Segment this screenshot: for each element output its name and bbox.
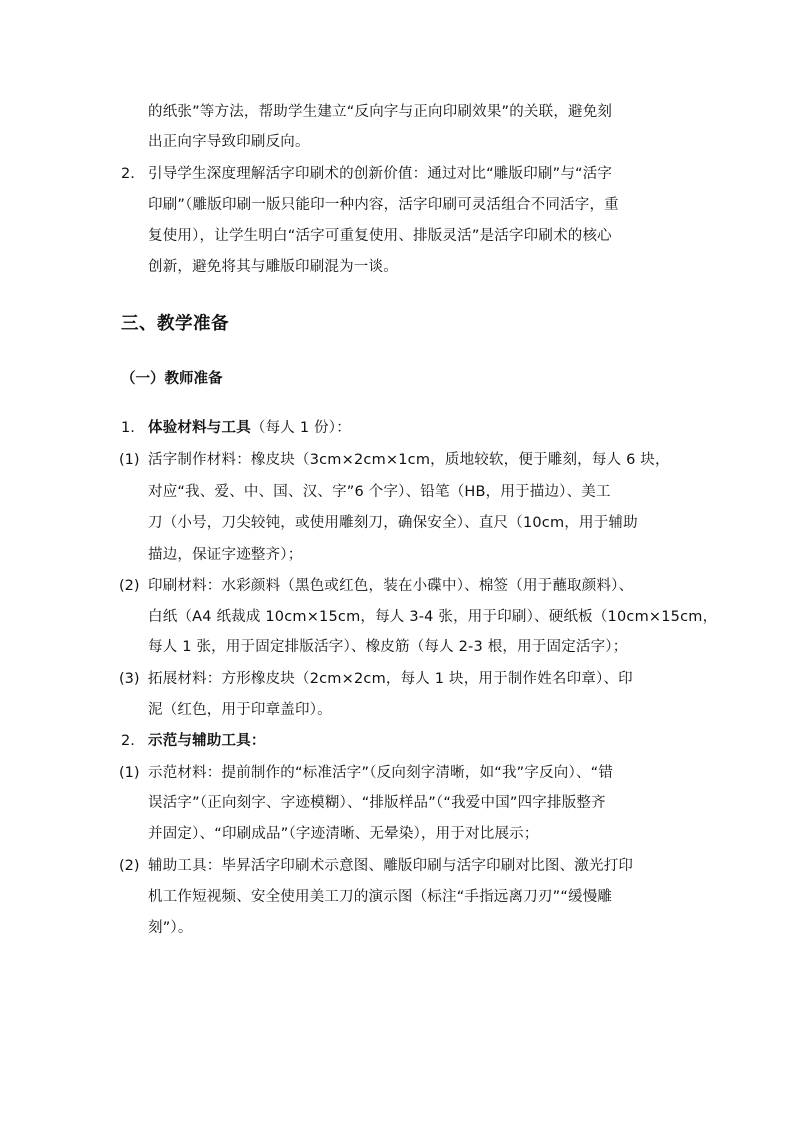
paragraph-line: 出正向字导致印刷反向。: [148, 134, 310, 150]
paragraph-line: 创新，避免将其与雕版印刷混为一谈。: [148, 259, 398, 275]
paragraph-line: 活字制作材料：橡皮块（3cm×2cm×1cm，质地较软，便于雕刻，每人 6 块，: [148, 452, 670, 468]
paragraph-line: 误活字”（正向刻字、字迹模糊）、“排版样品”（“我爱中国”四字排版整齐: [148, 795, 606, 811]
paragraph-line: 辅助工具：毕昇活字印刷术示意图、雕版印刷与活字印刷对比图、激光打印: [148, 858, 634, 874]
list-number: 2.: [121, 733, 135, 749]
paragraph-line: 每人 1 张，用于固定排版活字）、橡皮筋（每人 2-3 根，用于固定活字）；: [148, 639, 628, 655]
sublist-number: (2): [119, 578, 140, 594]
section-heading: 三、教学准备: [121, 314, 229, 334]
list-item-title: 体验材料与工具: [148, 420, 251, 436]
paragraph-line: 复使用），让学生明白“活字可重复使用、排版灵活”是活字印刷术的核心: [148, 228, 612, 244]
list-item-title: 示范与辅助工具：: [148, 733, 266, 749]
paragraph-line: 机工作短视频、安全使用美工刀的演示图（标注“手指远离刀刃”“缓慢雕: [148, 889, 613, 905]
paragraph-line: 印刷材料：水彩颜料（黑色或红色，装在小碟中）、棉签（用于蘸取颜料）、: [148, 578, 634, 594]
subsection-heading: （一）教师准备: [121, 371, 223, 387]
sublist-number: (2): [119, 858, 140, 874]
sublist-number: (1): [119, 452, 140, 468]
list-item-heading: [148, 417, 351, 439]
sublist-number: (3): [119, 671, 140, 687]
paragraph-line: 白纸（A4 纸裁成 10cm×15cm，每人 3-4 张，用于印刷）、硬纸板（10cm×15cm，: [148, 609, 718, 625]
list-item-note: （每人 1 份）：: [250, 420, 351, 436]
paragraph-line: 刀（小号，刀尖较钝，或使用雕刻刀，确保安全）、直尺（10cm，用于辅助: [148, 515, 638, 531]
paragraph-line: 并固定）、“印刷成品”（字迹清晰、无晕染），用于对比展示；: [148, 826, 539, 842]
paragraph-line: 示范材料：提前制作的“标准活字”（反向刻字清晰，如“我”字反向）、“错: [148, 765, 614, 781]
paragraph-line: 对应“我、爱、中、国、汉、字”6 个字）、铅笔（HB，用于描边）、美工: [148, 484, 611, 500]
sublist-number: (1): [119, 765, 140, 781]
paragraph-line: 拓展材料：方形橡皮块（2cm×2cm，每人 1 块，用于制作姓名印章）、印: [148, 671, 633, 687]
paragraph-line: 的纸张”等方法，帮助学生建立“反向字与正向印刷效果”的关联，避免刻: [148, 104, 613, 120]
paragraph-line: 印刷”（雕版印刷一版只能印一种内容，活字印刷可灵活组合不同活字，重: [148, 197, 619, 213]
list-number: 2.: [121, 166, 135, 182]
paragraph-line: 刻”）。: [148, 920, 193, 936]
list-number: 1.: [121, 420, 135, 436]
paragraph-line: 引导学生深度理解活字印刷术的创新价值：通过对比“雕版印刷”与“活字: [148, 166, 613, 182]
paragraph-line: 泥（红色，用于印章盖印）。: [148, 702, 332, 718]
paragraph-line: 描边，保证字迹整齐）；: [148, 547, 303, 563]
